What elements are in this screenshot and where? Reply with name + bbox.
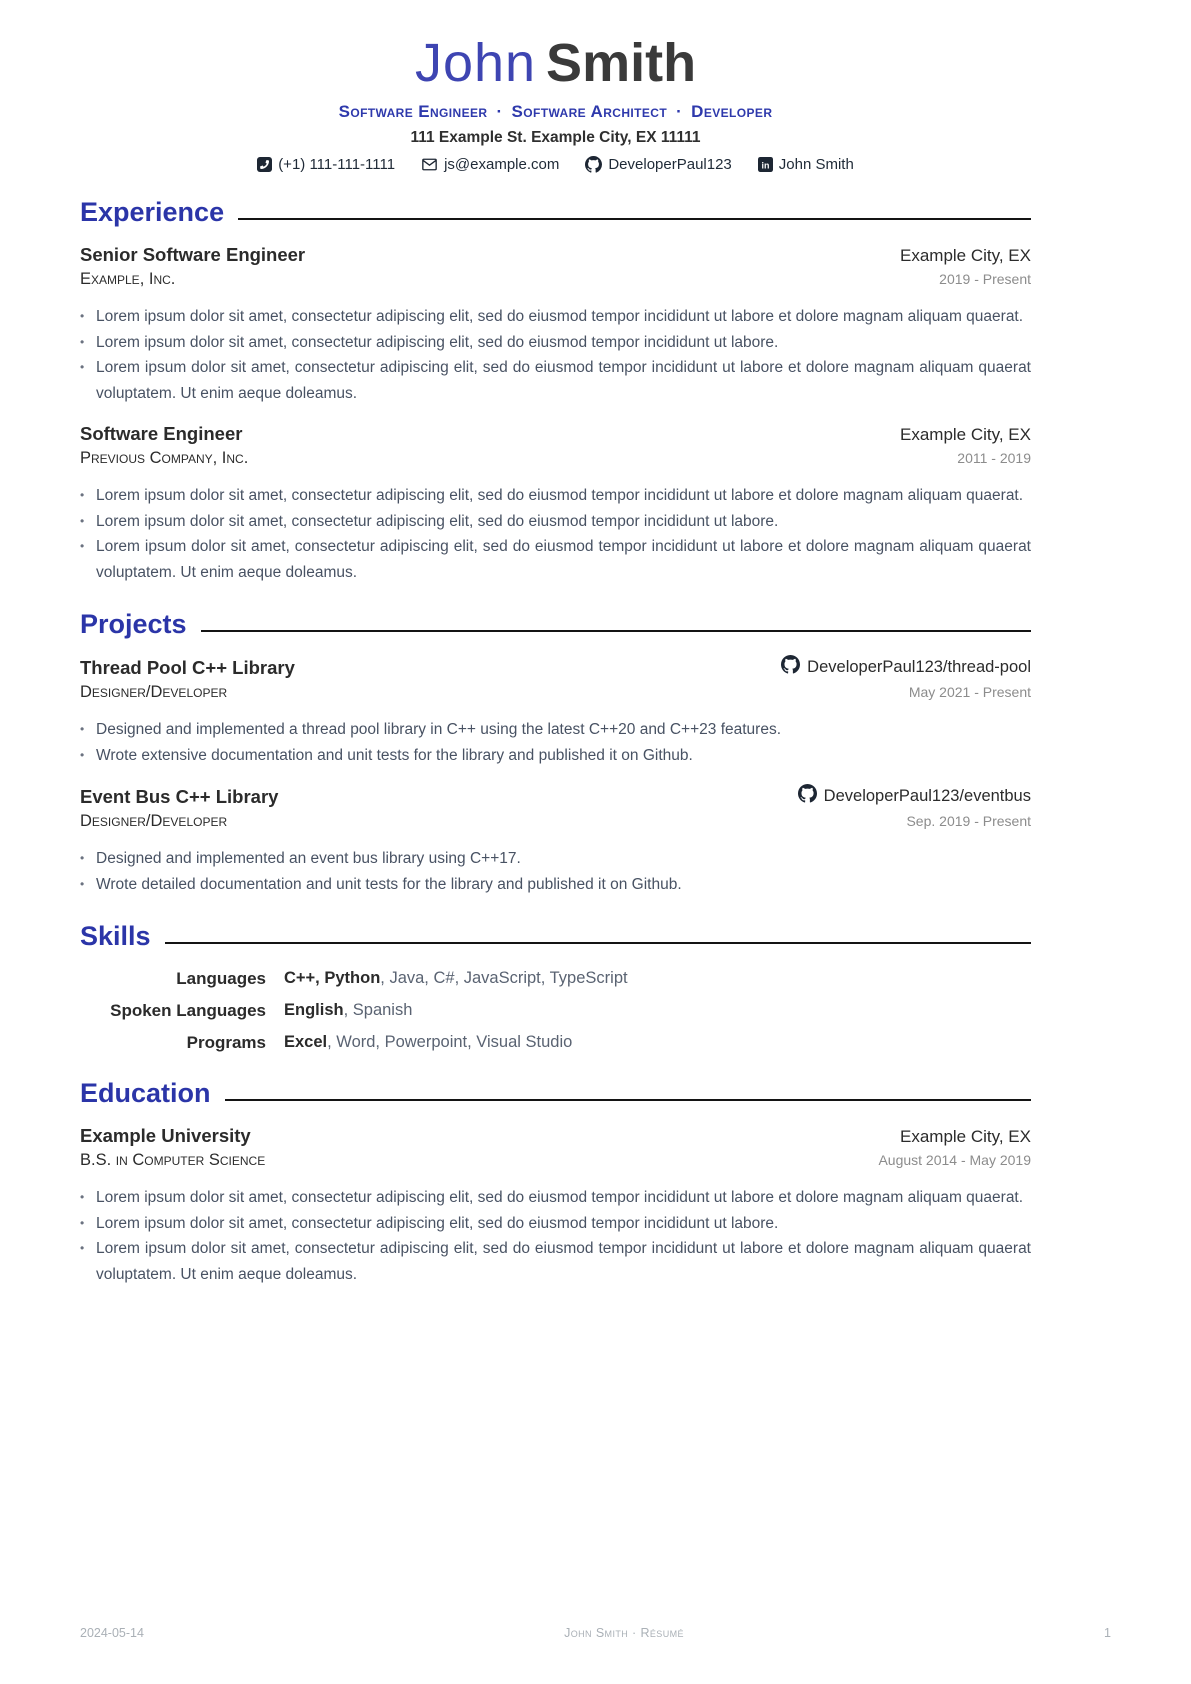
bullet-icon: • [80,1190,85,1204]
section-rule [201,630,1031,632]
list-item: • Lorem ipsum dolor sit amet, consectetur adipiscing elit, sed do eiusmod tempor incididunt ut labore et dolore magnam aliquam quaerat voluptatem. Ut enim aeque doleamus. [80,355,1031,406]
github-icon [781,655,800,679]
section-projects-heading [80,609,1031,639]
school-dates: August 2014 - May 2019 [878,1152,1031,1168]
tagline-separator: · [676,102,683,121]
linkedin-icon [758,157,773,172]
job-dates: 2011 - 2019 [957,450,1031,466]
project-repo-link[interactable] [781,655,1031,679]
bullet-icon: • [80,309,85,323]
page-footer [80,1626,1111,1640]
github-icon [585,156,602,173]
list-item: • Wrote detailed documentation and unit tests for the library and published it on Github. [80,872,1031,898]
list-item: • Wrote extensive documentation and unit tests for the library and published it on Github. [80,743,1031,769]
section-title: Projects [80,609,187,639]
last-name: Smith [546,33,697,93]
first-name: John [414,33,537,93]
skill-label: Programs [186,1033,266,1052]
education-bullets [80,1185,1031,1287]
phone-icon [257,157,272,172]
list-item: • Lorem ipsum dolor sit amet, consectetur adipiscing elit, sed do eiusmod tempor incididunt ut labore. [80,1211,1031,1237]
contact-row [80,156,1031,173]
email-icon [421,156,438,173]
section-title: Skills [80,921,151,951]
github-link[interactable] [585,156,731,173]
school-name: Example University [80,1125,251,1146]
section-rule [165,942,1031,944]
project-dates: May 2021 - Present [908,684,1031,700]
list-item: • Lorem ipsum dolor sit amet, consectetur adipiscing elit, sed do eiusmod tempor incididunt ut labore et dolore magnam aliquam quaerat. [80,1185,1031,1211]
page-title [80,34,1031,92]
project-dates: Sep. 2019 - Present [906,813,1031,829]
list-item: • Designed and implemented an event bus library using C++17. [80,846,1031,872]
job-company: Example, Inc. [80,270,176,288]
bullet-icon: • [80,1215,85,1230]
job-location: Example City, EX [899,425,1031,444]
linkedin-name: John Smith [778,156,854,173]
section-rule [225,1099,1031,1101]
skill-value: Excel, Word, Powerpoint, Visual Studio [284,1033,573,1051]
skill-label: Languages [176,969,266,988]
footer-date: 2024-05-14 [80,1626,144,1640]
project-repo: DeveloperPaul123/thread-pool [807,657,1031,676]
job-bullets [80,483,1031,585]
experience-entry [80,243,1031,406]
project-repo: DeveloperPaul123/eventbus [823,786,1031,805]
list-item: • Lorem ipsum dolor sit amet, consectetur adipiscing elit, sed do eiusmod tempor incididunt ut labore et dolore magnam aliquam quaerat voluptatem. Ut enim aeque doleamus. [80,534,1031,585]
footer-page-number: 1 [1104,1626,1111,1640]
skill-value: English, Spanish [284,1001,413,1019]
list-item: • Lorem ipsum dolor sit amet, consectetur adipiscing elit, sed do eiusmod tempor incididunt ut labore. [80,509,1031,535]
svg-text:in: in [761,160,770,171]
email-address: js@example.com [444,156,560,173]
section-experience-heading [80,197,1031,227]
project-bullets [80,717,1031,768]
bullet-icon: • [80,1241,85,1255]
list-item: • Lorem ipsum dolor sit amet, consectetur adipiscing elit, sed do eiusmod tempor incididunt ut labore et dolore magnam aliquam quaerat. [80,483,1031,509]
section-title: Education [80,1078,211,1108]
email-link[interactable] [421,156,559,173]
bullet-icon: • [80,513,85,528]
project-name: Thread Pool C++ Library [80,657,295,678]
section-education-heading [80,1078,1031,1108]
taglines [80,102,1031,122]
tagline-1: Software Engineer [338,102,488,121]
bullet-icon: • [80,851,85,865]
list-item: • Designed and implemented a thread pool library in C++ using the latest C++20 and C++23 features. [80,717,1031,743]
education-entry [80,1124,1031,1287]
project-name: Event Bus C++ Library [80,786,279,807]
job-title: Senior Software Engineer [80,244,306,265]
bullet-icon: • [80,722,85,736]
bullet-icon: • [80,334,85,349]
bullet-icon: • [80,539,85,553]
github-icon [798,784,817,808]
address: 111 Example St. Example City, EX 11111 [410,129,701,146]
project-role: Designer/Developer [80,812,228,830]
bullet-icon: • [80,876,85,891]
bullet-icon: • [80,747,85,762]
project-role: Designer/Developer [80,683,228,701]
project-entry [80,655,1031,768]
project-bullets [80,846,1031,897]
tagline-separator: · [496,102,503,121]
linkedin-link[interactable] [758,156,854,173]
job-location: Example City, EX [899,246,1031,265]
experience-entry [80,422,1031,585]
footer-title: John Smith · Résumé [564,1626,684,1640]
bullet-icon: • [80,360,85,374]
job-company: Previous Company, Inc. [80,449,249,467]
degree: B.S. in Computer Science [80,1151,266,1169]
section-skills-heading [80,921,1031,951]
bullet-icon: • [80,488,85,502]
tagline-3: Developer [691,102,773,121]
project-entry [80,784,1031,897]
job-title: Software Engineer [80,423,243,444]
project-repo-link[interactable] [798,784,1031,808]
phone-link[interactable] [257,156,395,173]
section-title: Experience [80,197,225,227]
skills-table [80,967,1031,1054]
tagline-2: Software Architect [511,102,668,121]
school-location: Example City, EX [899,1127,1031,1146]
job-bullets [80,304,1031,406]
list-item: • Lorem ipsum dolor sit amet, consectetur adipiscing elit, sed do eiusmod tempor incididunt ut labore et dolore magnam aliquam quaerat voluptatem. Ut enim aeque doleamus. [80,1236,1031,1287]
list-item: • Lorem ipsum dolor sit amet, consectetur adipiscing elit, sed do eiusmod tempor incididunt ut labore et dolore magnam aliquam quaerat. [80,304,1031,330]
skill-label: Spoken Languages [110,1001,266,1020]
phone-number: (+1) 111-111-1111 [278,156,396,173]
section-rule [238,218,1031,220]
job-dates: 2019 - Present [939,271,1031,287]
github-username: DeveloperPaul123 [608,156,732,173]
skill-value: C++, Python, Java, C#, JavaScript, TypeScript [284,969,628,987]
list-item: • Lorem ipsum dolor sit amet, consectetur adipiscing elit, sed do eiusmod tempor incididunt ut labore. [80,330,1031,356]
